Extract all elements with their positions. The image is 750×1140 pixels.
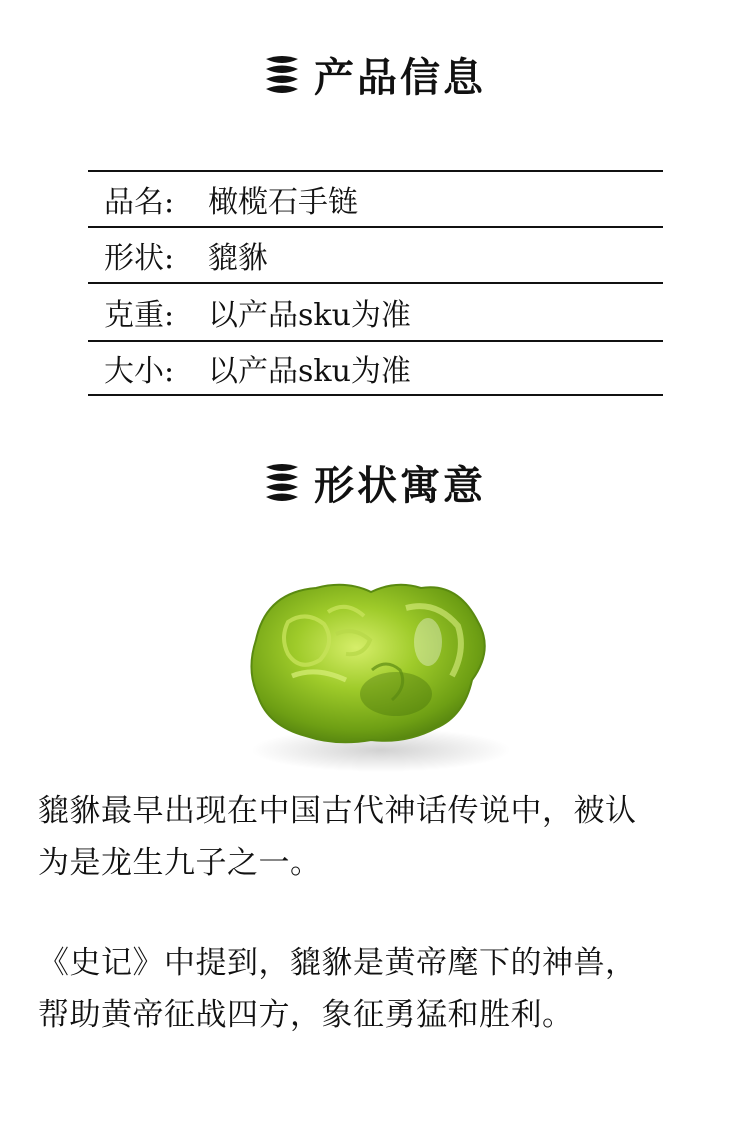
info-value: 以产品sku为准 (208, 354, 411, 389)
description-paragraph-2 (38, 937, 718, 1041)
paragraph-line: 貔貅最早出现在中国古代神话传说中，被认 (38, 793, 637, 829)
info-value: 貔貅 (208, 241, 268, 276)
product-info-heading (0, 46, 750, 103)
info-row-shape (88, 226, 663, 282)
info-value: 橄榄石手链 (208, 185, 358, 220)
info-row-name (88, 170, 663, 226)
paragraph-line: 帮助黄帝征战四方，象征勇猛和胜利。 (38, 997, 574, 1033)
stacked-layers-icon (264, 53, 300, 97)
info-value: 以产品sku为准 (208, 298, 411, 333)
product-info-table (88, 170, 663, 396)
info-label: 品名: (104, 185, 175, 220)
info-row-size (88, 340, 663, 396)
info-label: 克重: (104, 298, 175, 333)
product-info-title: 产品信息 (314, 54, 486, 101)
info-row-weight (88, 282, 663, 340)
paragraph-line: 《史记》中提到，貔貅是黄帝麾下的神兽， (38, 945, 637, 981)
description-paragraph-1 (38, 785, 718, 889)
stacked-layers-icon (264, 461, 300, 505)
info-label: 大小: (104, 354, 175, 389)
info-label: 形状: (104, 241, 175, 276)
shape-meaning-title: 形状寓意 (314, 462, 486, 509)
paragraph-line: 为是龙生九子之一。 (38, 845, 322, 881)
shape-meaning-heading (0, 454, 750, 511)
